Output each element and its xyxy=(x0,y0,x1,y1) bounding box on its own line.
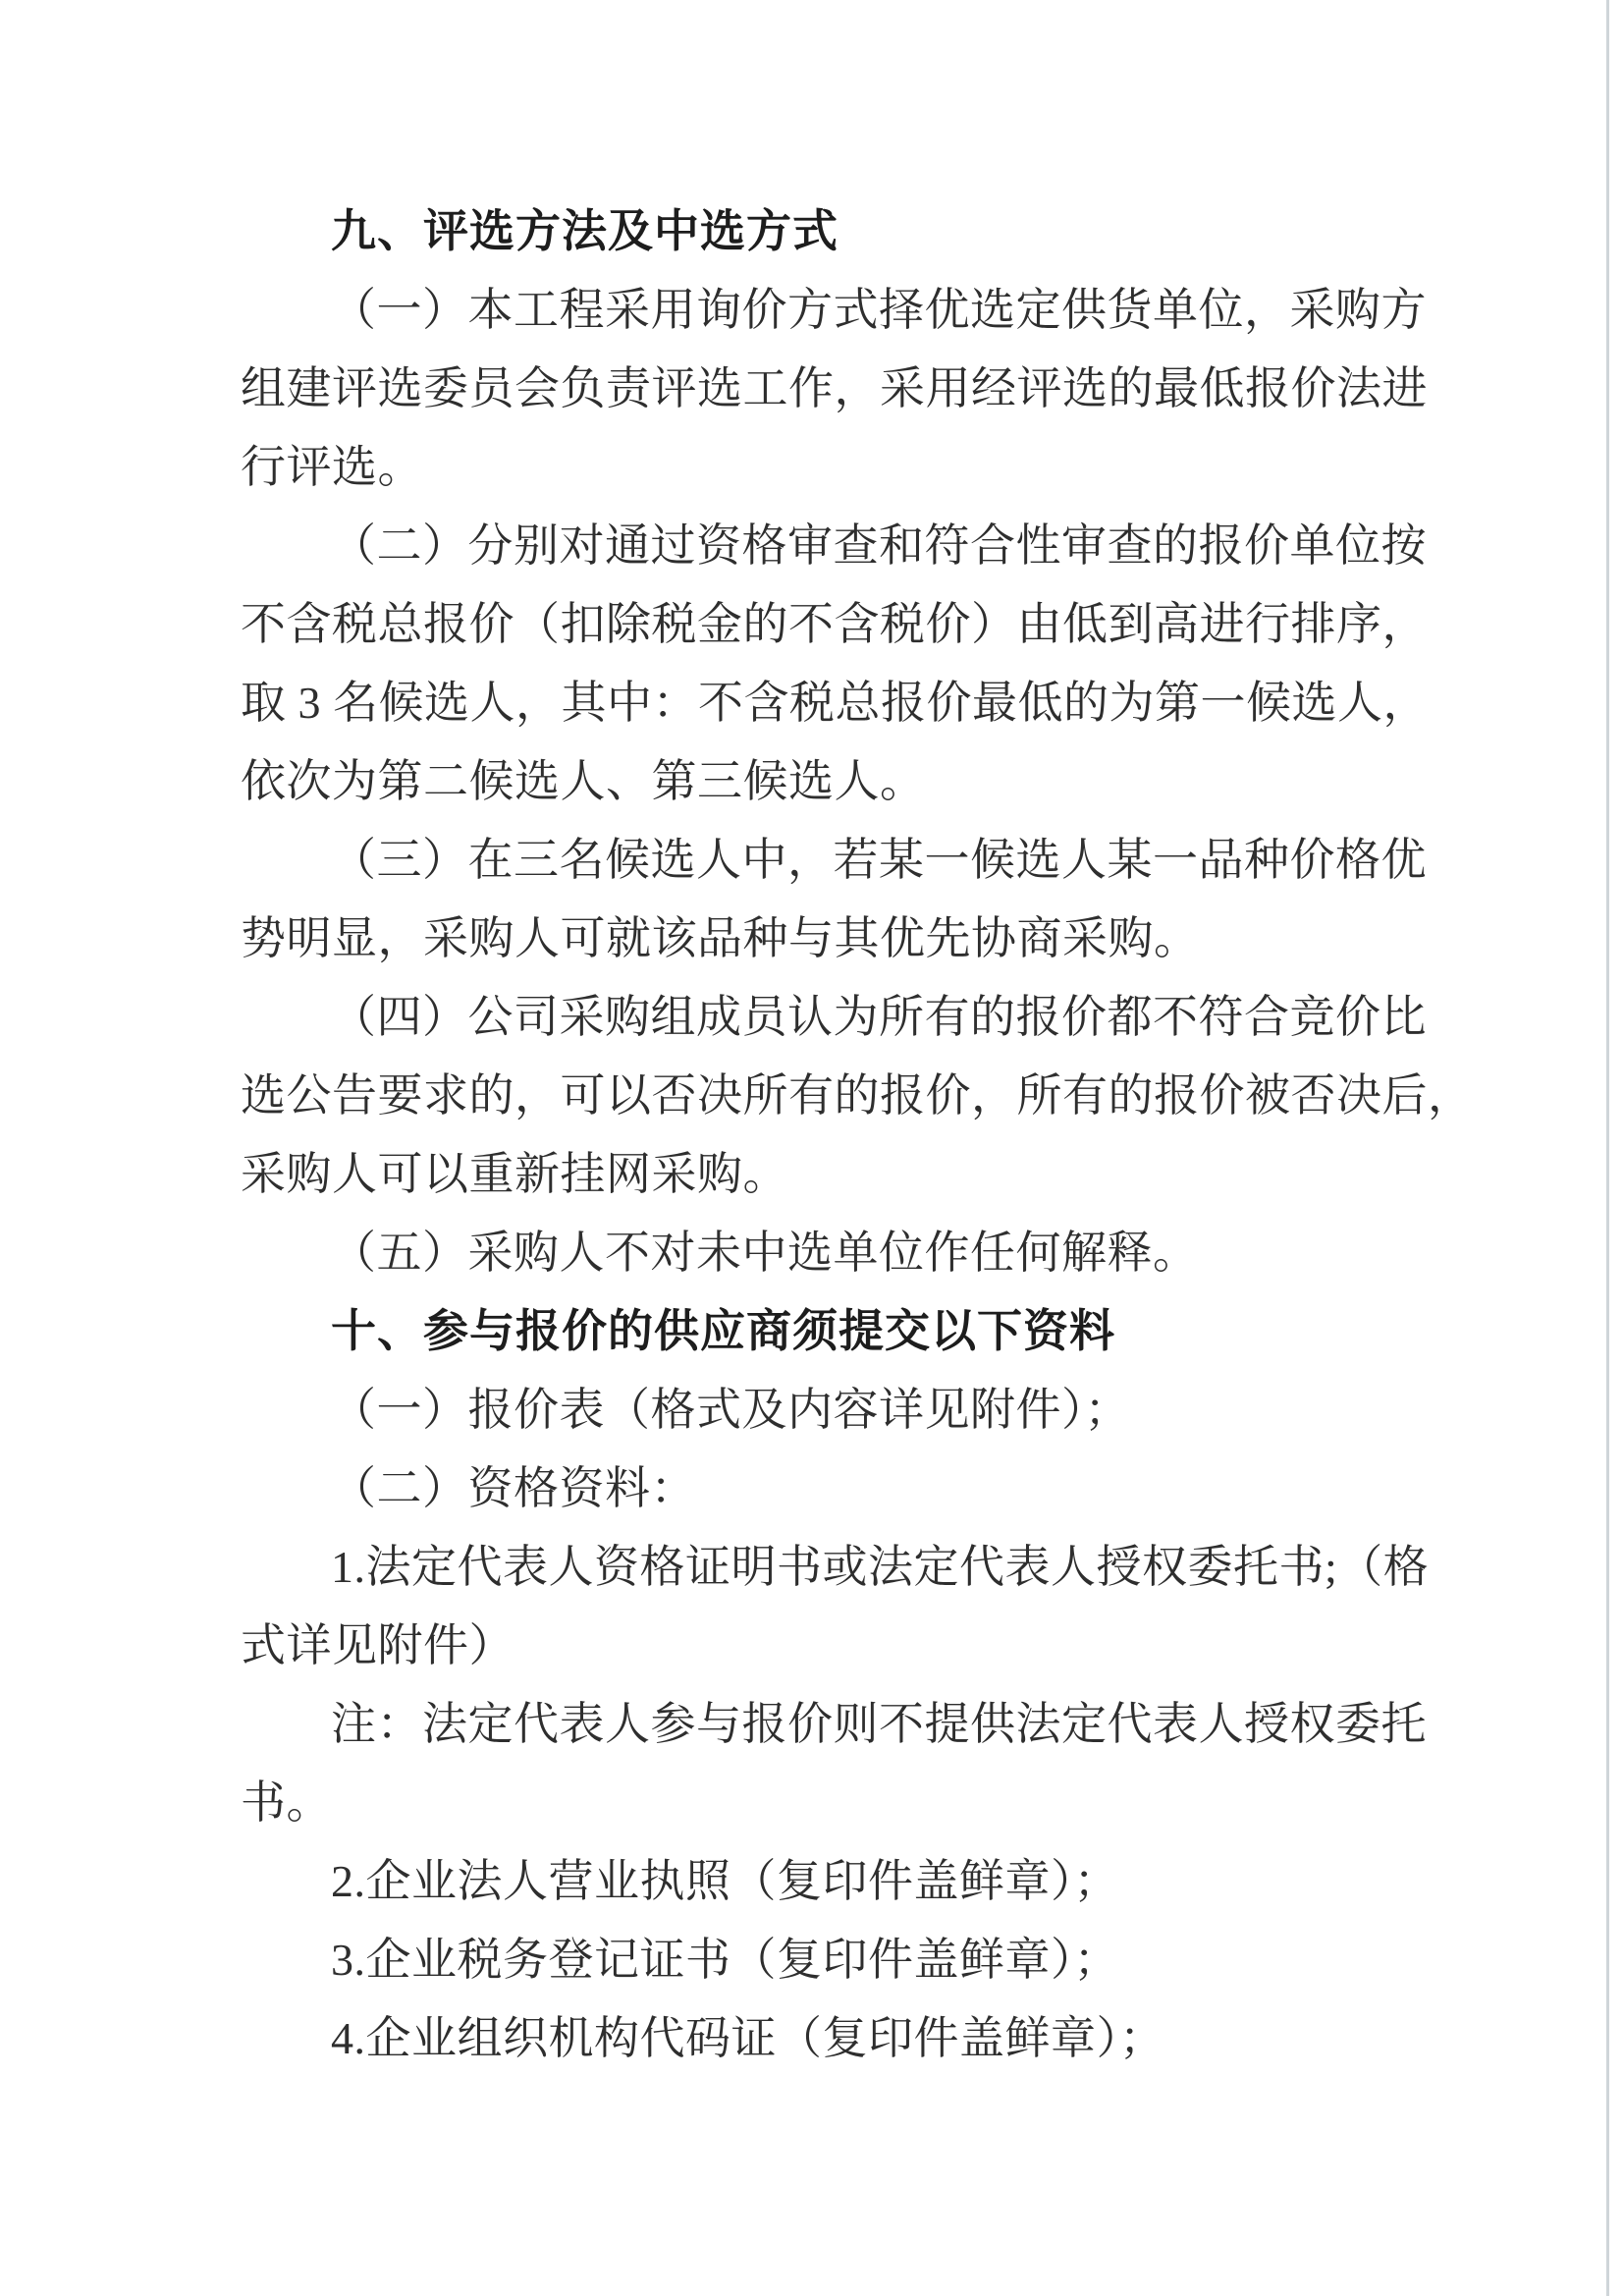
text-line: 1.法定代表人资格证明书或法定代表人授权委托书;（格 xyxy=(331,1542,1430,1592)
text-line: 势明显，采购人可就该品种与其优先协商采购。 xyxy=(241,913,1200,963)
text-line: 不含税总报价（扣除税金的不含税价）由低到高进行排序， xyxy=(241,599,1428,649)
text-line: （一）本工程采用询价方式择优选定供货单位，采购方 xyxy=(331,285,1427,335)
text-line: 依次为第二候选人、第三候选人。 xyxy=(241,756,926,806)
text-line: （三）在三名候选人中，若某一候选人某一品种价格优 xyxy=(331,835,1427,885)
text-line: 取 3 名候选人，其中：不含税总报价最低的为第一候选人， xyxy=(241,678,1429,728)
section-heading: 十、参与报价的供应商须提交以下资料 xyxy=(331,1306,1115,1356)
text-line: （一）报价表（格式及内容详见附件）； xyxy=(331,1385,1130,1435)
text-line: （四）公司采购组成员认为所有的报价都不符合竞价比 xyxy=(331,992,1427,1042)
text-line: （二）资格资料： xyxy=(331,1463,696,1513)
document-text-block xyxy=(241,192,1474,2078)
text-line: 2.企业法人营业执照（复印件盖鲜章）； xyxy=(331,1856,1119,1906)
text-line: 3.企业税务登记证书（复印件盖鲜章）； xyxy=(331,1935,1119,1985)
text-line: 4.企业组织机构代码证（复印件盖鲜章）； xyxy=(331,2013,1165,2063)
text-line: （五）采购人不对未中选单位作任何解释。 xyxy=(331,1228,1199,1278)
scan-edge-line xyxy=(1606,0,1609,2296)
section-heading: 九、评选方法及中选方式 xyxy=(331,206,839,256)
text-line: 采购人可以重新挂网采购。 xyxy=(241,1149,788,1199)
text-line: （二）分别对通过资格审查和符合性审查的报价单位按 xyxy=(331,520,1427,571)
text-line: 注：法定代表人参与报价则不提供法定代表人授权委托 xyxy=(331,1699,1427,1749)
text-line: 行评选。 xyxy=(241,442,423,492)
text-line: 式详见附件） xyxy=(241,1620,514,1670)
text-line: 组建评选委员会负责评选工作，采用经评选的最低报价法进 xyxy=(241,363,1428,413)
text-line: 选公告要求的，可以否决所有的报价，所有的报价被否决后， xyxy=(241,1070,1474,1121)
text-line: 书。 xyxy=(241,1777,332,1828)
